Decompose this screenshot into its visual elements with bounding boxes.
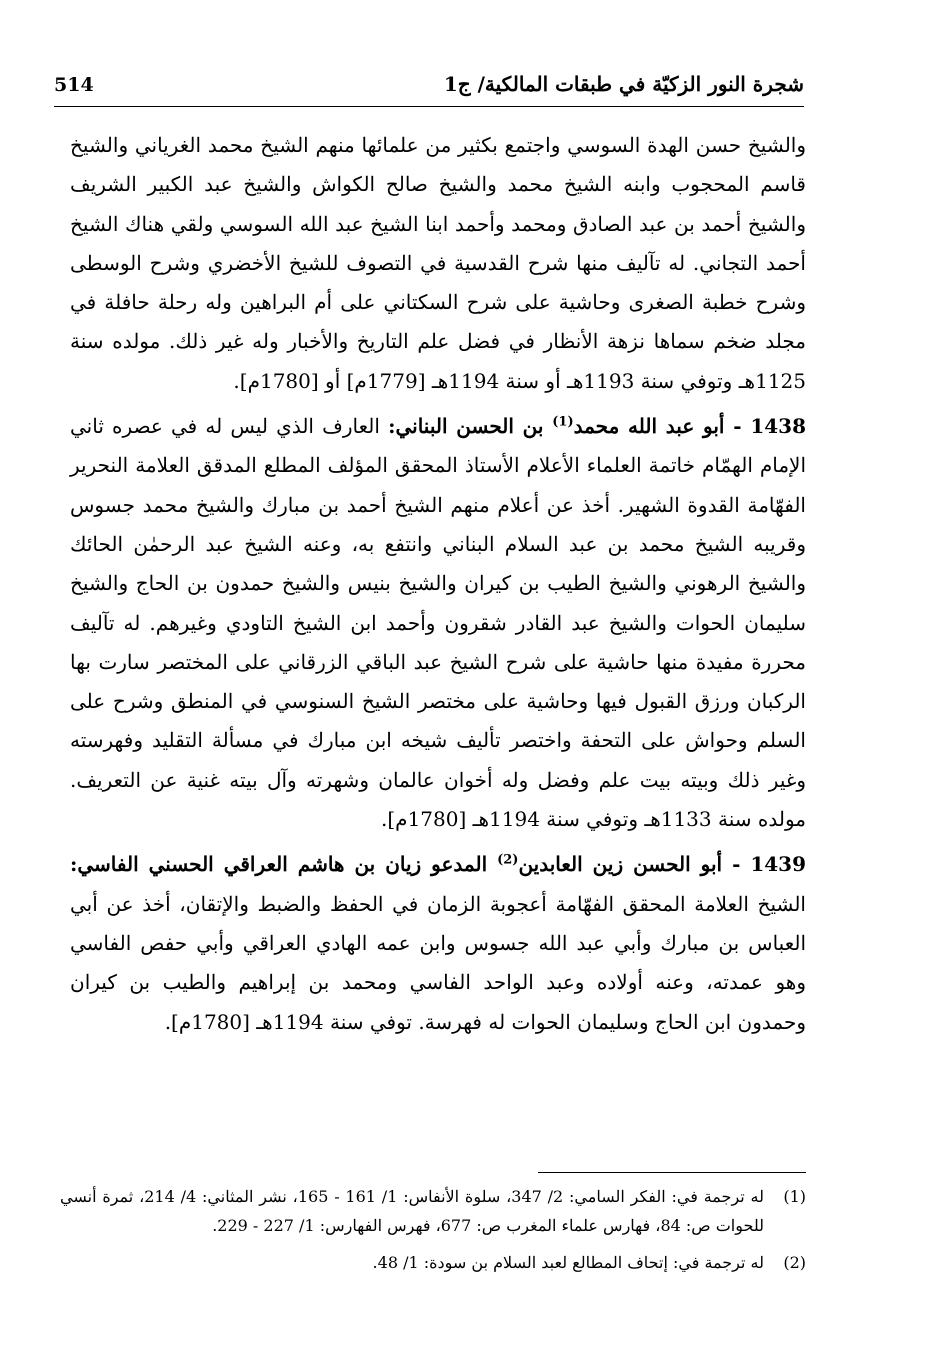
running-title: شجرة النور الزكيّة في طبقات المالكية/ ج1: [443, 72, 804, 96]
entry-1438-heading-name: 1438 - أبو عبد الله محمد: [573, 414, 806, 439]
entry-1439: [70, 845, 806, 1041]
entry-1438-text: العارف الذي ليس له في عصره ثاني الإمام الهمّام خاتمة العلماء الأعلام الأستاذ المحقق المؤلف المطلع المدقق العلامة النحرير الفهّامة القدوة الشهير. أخذ عن أعلام منهم الشيخ أحمد بن مبارك والشيخ محمد جسوس وقريبه الشيخ محمد بن عبد السلام البناني وانتفع به، وعنه الشيخ عبد الرحمٰن الحائك والشيخ الرهوني والشيخ الطيب بن كيران والشيخ بنيس والشيخ حمدون بن الحاج والشيخ سليمان الحوات والشيخ عبد القادر شقرون وأحمد ابن الشيخ التاودي وغيرهم. له تآليف محررة مفيدة منها حاشية على شرح الشيخ عبد الباقي الزرقاني على المختصر سارت بها الركبان ورزق القبول فيها وحاشية على مختصر الشيخ السنوسي في المنطق وشرح على السلم وحواش على التحفة واختصر تأليف شيخه ابن مبارك في مسألة التقليد وفهرسته وغير ذلك وبيته بيت علم وفضل وله أخوان عالمان وشهرته وآل بيته غنية عن التعريف. مولده سنة 1133هـ وتوفي سنة 1194هـ [1780م].: [70, 414, 806, 832]
footnotes: [60, 1182, 806, 1285]
footnote-ref-2[interactable]: (2): [497, 852, 519, 868]
footnote-text: له ترجمة في: إتحاف المطالع لعبد السلام بن سودة: 1/ 48.: [372, 1253, 764, 1272]
page-number: 514: [54, 74, 94, 96]
entry-1439-text: الشيخ العلامة المحقق الفهّامة أعجوبة الزمان في الحفظ والضبط والإتقان، أخذ عن أبي العباس بن مبارك وأبي عبد الله جسوس وابن عمه الهادي العراقي وأبي حفص الفاسي وهو عمدته، وعنه أولاده وعبد الواحد الفاسي ومحمد بن إبراهيم والطيب بن كيران وحمدون ابن الحاج وسليمان الحوات له فهرسة. توفي سنة 1194هـ [1780م].: [70, 891, 807, 1034]
entry-1438-heading-tail: بن الحسن البناني:: [388, 414, 553, 439]
entry-1439-heading-tail: المدعو زيان بن هاشم العراقي الحسني الفاسي:: [70, 852, 498, 877]
footnote-ref-1[interactable]: (1): [552, 414, 574, 430]
intro-paragraph: والشيخ حسن الهدة السوسي واجتمع بكثير من علمائها منهم الشيخ محمد الغرياني والشيخ قاسم المحجوب وابنه الشيخ محمد والشيخ صالح الكواش والشيخ عبد الكبير الشريف والشيخ أحمد بن عبد الصادق ومحمد وأحمد ابنا الشيخ عبد الله السوسي ولقي هناك الشيخ أحمد التجاني. له تآليف منها شرح القدسية في التصوف للشيخ الأخضري وشرح الوسطى وشرح خطبة الصغرى وحاشية على شرح السكتاني على أم البراهين وله رحلة حافلة في مجلد ضخم سماها نزهة الأنظار في فضل علم التاريخ والأخبار وله غير ذلك. مولده سنة 1125هـ وتوفي سنة 1193هـ أو سنة 1194هـ [1779م] أو [1780م].: [70, 133, 806, 393]
footnote-separator: [538, 1172, 806, 1173]
footnote-1: [60, 1182, 806, 1240]
footnote-text: له ترجمة في: الفكر السامي: 2/ 347، سلوة الأنفاس: 1/ 161 - 165، نشر المثاني: 4/ 214، ثمرة أنسي للحوات ص: 84، فهارس علماء المغرب ص: 677، فهرس الفهارس: 1/ 227 - 229.: [60, 1187, 764, 1235]
entry-1438: [70, 407, 806, 839]
footnote-number: (1): [783, 1187, 806, 1206]
footnote-2: [60, 1248, 806, 1277]
entry-1439-heading: [70, 852, 806, 876]
entry-1439-heading-name: 1439 - أبو الحسن زين العابدين: [518, 852, 806, 877]
footnote-number: (2): [783, 1253, 806, 1272]
running-header: [54, 66, 804, 107]
main-text: [70, 126, 806, 1042]
entry-1438-heading: [388, 414, 806, 438]
